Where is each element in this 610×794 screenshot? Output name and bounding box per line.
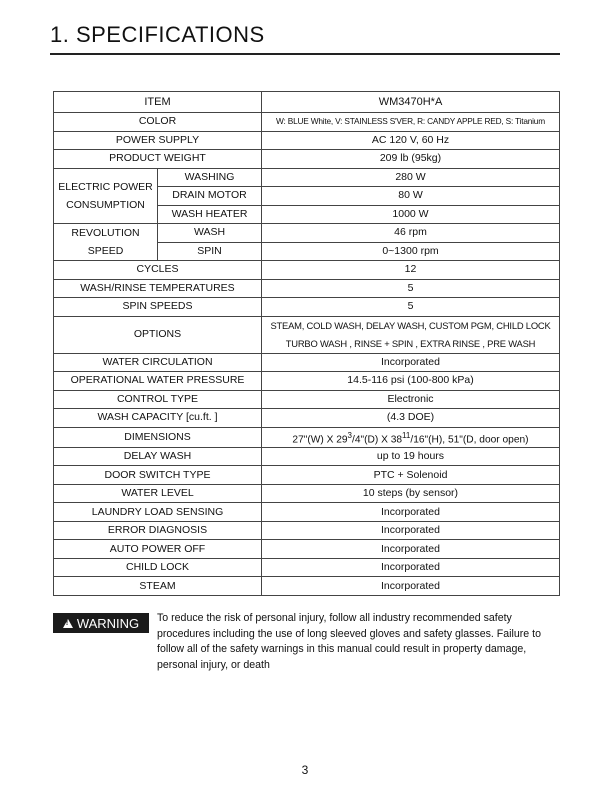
table-row bbox=[54, 466, 560, 485]
row-label: WASH CAPACITY [cu.ft. ] bbox=[54, 409, 262, 428]
row-label: DOOR SWITCH TYPE bbox=[54, 466, 262, 485]
row-value: 80 W bbox=[262, 187, 560, 206]
table-row bbox=[54, 353, 560, 372]
row-value: 14.5-116 psi (100-800 kPa) bbox=[262, 372, 560, 391]
page-title: 1. SPECIFICATIONS bbox=[50, 22, 265, 47]
table-row bbox=[54, 484, 560, 503]
table-row bbox=[54, 316, 560, 353]
row-label: POWER SUPPLY bbox=[54, 131, 262, 150]
row-value: PTC + Solenoid bbox=[262, 466, 560, 485]
row-label: AUTO POWER OFF bbox=[54, 540, 262, 559]
model-header: WM3470H*A bbox=[262, 92, 560, 113]
table-row bbox=[54, 427, 560, 447]
row-label: DELAY WASH bbox=[54, 447, 262, 466]
dimension-text: /16"(H), 51"(D, door open) bbox=[410, 433, 529, 445]
warning-badge bbox=[53, 613, 149, 633]
row-value: 209 lb (95kg) bbox=[262, 150, 560, 169]
row-value: 280 W bbox=[262, 168, 560, 187]
dimension-superscript: 3 bbox=[347, 430, 352, 440]
group-label-electric-power bbox=[54, 168, 158, 224]
row-label: WATER LEVEL bbox=[54, 484, 262, 503]
row-label: WASHING bbox=[158, 168, 262, 187]
table-row bbox=[54, 521, 560, 540]
row-value: 12 bbox=[262, 261, 560, 280]
row-label: CONTROL TYPE bbox=[54, 390, 262, 409]
dimension-superscript: 11 bbox=[402, 430, 411, 440]
table-row bbox=[54, 224, 560, 243]
table-row bbox=[54, 558, 560, 577]
title-divider bbox=[50, 53, 560, 55]
row-value-options bbox=[262, 316, 560, 353]
warning-text: To reduce the risk of personal injury, follow all industry recommended safety procedures including the use of long sleeved gloves and safety glasses. Failure to follow all of the safety warnings in this manual could result in property damage, personal injury, or death bbox=[157, 612, 541, 671]
options-line: STEAM, COLD WASH, DELAY WASH, CUSTOM PGM, CHILD LOCK bbox=[270, 319, 551, 331]
table-row bbox=[54, 409, 560, 428]
warning-triangle-icon bbox=[63, 619, 73, 628]
row-label: PRODUCT WEIGHT bbox=[54, 150, 262, 169]
specifications-table bbox=[53, 91, 560, 596]
group-label-line: SPEED bbox=[87, 245, 124, 257]
page-number: 3 bbox=[301, 763, 309, 777]
table-row bbox=[54, 577, 560, 596]
row-value: Electronic bbox=[262, 390, 560, 409]
row-value: up to 19 hours bbox=[262, 447, 560, 466]
row-value: Incorporated bbox=[262, 540, 560, 559]
item-header: ITEM bbox=[54, 92, 262, 113]
table-header-row bbox=[54, 92, 560, 113]
row-value: Incorporated bbox=[262, 503, 560, 522]
table-row bbox=[54, 298, 560, 317]
row-label: WASH/RINSE TEMPERATURES bbox=[54, 279, 262, 298]
dimension-text: /4"(D) X 38 bbox=[352, 433, 403, 445]
table-row bbox=[54, 261, 560, 280]
row-value: (4.3 DOE) bbox=[262, 409, 560, 428]
table-row bbox=[54, 168, 560, 187]
row-value: Incorporated bbox=[262, 353, 560, 372]
row-label: LAUNDRY LOAD SENSING bbox=[54, 503, 262, 522]
table-row bbox=[54, 447, 560, 466]
row-value: Incorporated bbox=[262, 521, 560, 540]
row-label: ERROR DIAGNOSIS bbox=[54, 521, 262, 540]
row-value: Incorporated bbox=[262, 558, 560, 577]
row-label: STEAM bbox=[54, 577, 262, 596]
table-row bbox=[54, 372, 560, 391]
row-label: COLOR bbox=[54, 113, 262, 132]
row-value: Incorporated bbox=[262, 577, 560, 596]
table-row bbox=[54, 131, 560, 150]
group-label-line: ELECTRIC POWER bbox=[58, 180, 153, 193]
group-label-line: CONSUMPTION bbox=[66, 198, 145, 211]
row-value: AC 120 V, 60 Hz bbox=[262, 131, 560, 150]
warning-badge-label: WARNING bbox=[76, 615, 140, 631]
row-label: WATER CIRCULATION bbox=[54, 353, 262, 372]
table-row bbox=[54, 279, 560, 298]
row-value: W: BLUE White, V: STAINLESS S'VER, R: CANDY APPLE RED, S: Titanium bbox=[262, 113, 560, 132]
group-label-line: REVOLUTION bbox=[71, 227, 140, 239]
table-row bbox=[54, 150, 560, 169]
table-row bbox=[54, 503, 560, 522]
row-label: SPIN bbox=[158, 242, 262, 261]
row-value: 5 bbox=[262, 298, 560, 317]
row-label: WASH bbox=[158, 224, 262, 243]
row-value: 10 steps (by sensor) bbox=[262, 484, 560, 503]
table-row bbox=[54, 113, 560, 132]
row-label: OPTIONS bbox=[54, 316, 262, 353]
row-value: 46 rpm bbox=[262, 224, 560, 243]
row-label: SPIN SPEEDS bbox=[54, 298, 262, 317]
row-label: OPERATIONAL WATER PRESSURE bbox=[54, 372, 262, 391]
row-value: 1000 W bbox=[262, 205, 560, 224]
row-label: WASH HEATER bbox=[158, 205, 262, 224]
row-value: 5 bbox=[262, 279, 560, 298]
row-label: CYCLES bbox=[54, 261, 262, 280]
group-label-revolution-speed bbox=[54, 224, 158, 261]
row-label: DRAIN MOTOR bbox=[158, 187, 262, 206]
options-line: TURBO WASH , RINSE + SPIN , EXTRA RINSE , PRE WASH bbox=[285, 337, 536, 349]
row-value-dimensions bbox=[262, 427, 560, 447]
row-label: DIMENSIONS bbox=[54, 427, 262, 447]
dimension-text: 27"(W) X 29 bbox=[292, 433, 348, 445]
table-row bbox=[54, 540, 560, 559]
row-value: 0~1300 rpm bbox=[262, 242, 560, 261]
row-label: CHILD LOCK bbox=[54, 558, 262, 577]
table-row bbox=[54, 390, 560, 409]
